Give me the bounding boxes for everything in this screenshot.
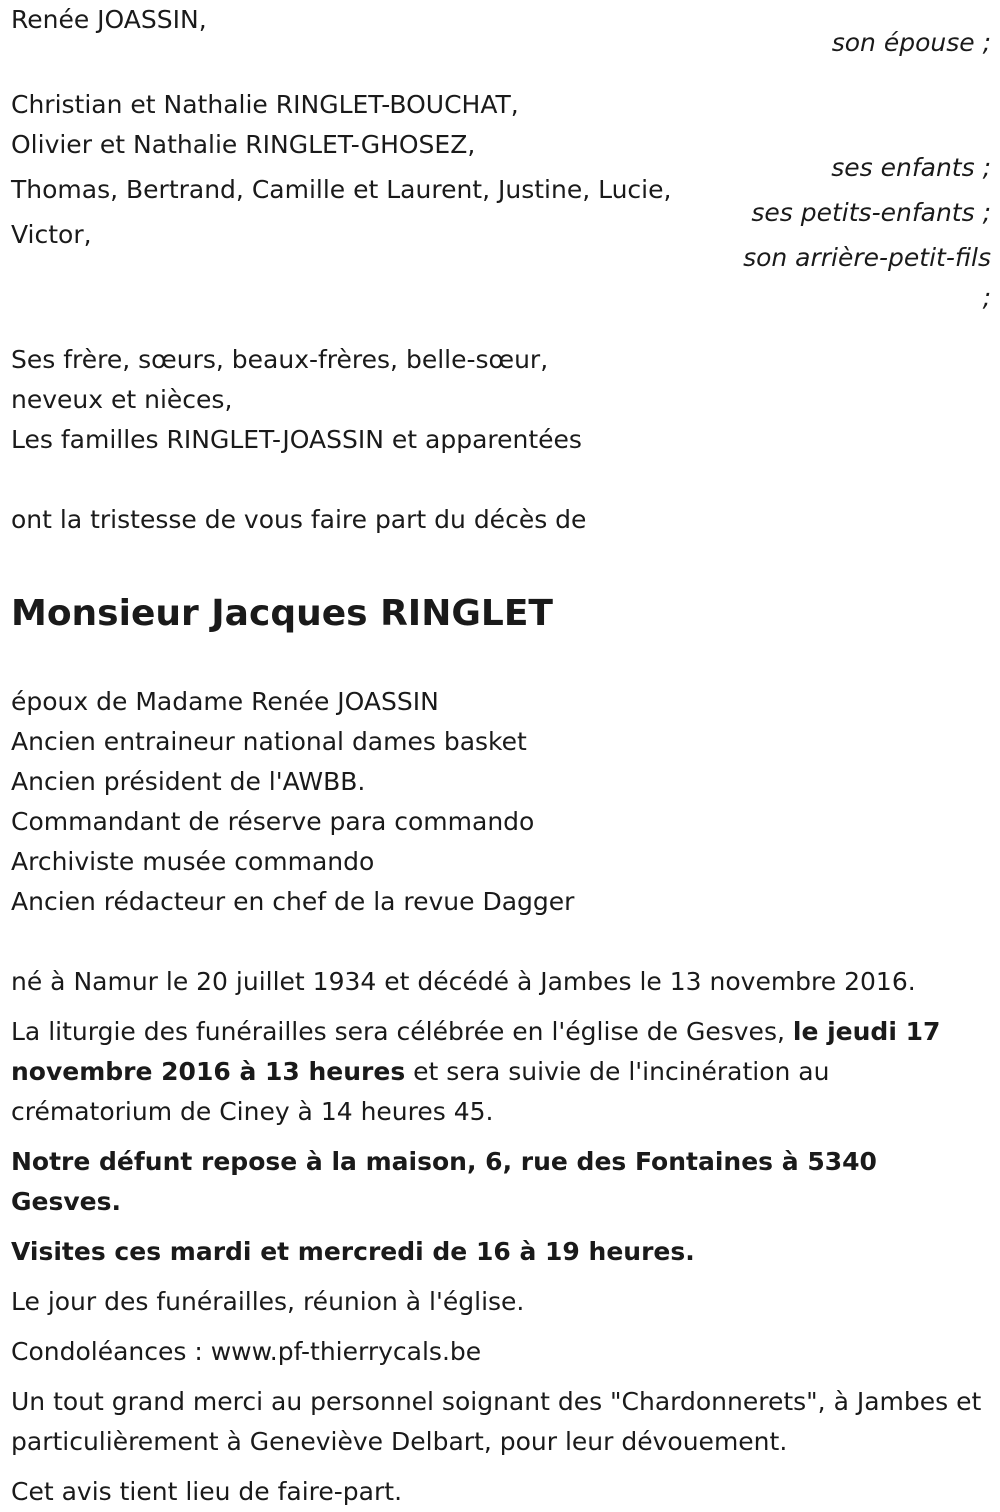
spouse-name: Renée JOASSIN, <box>11 5 207 34</box>
deceased-title: Ancien président de l'AWBB. <box>11 767 366 796</box>
great-grandchild-relation: son arrière-petit-fils <box>743 243 991 272</box>
extended-family-line-2: neveux et nièces, <box>11 385 233 414</box>
deceased-title: Ancien rédacteur en chef de la revue Dagger <box>11 887 575 916</box>
children-line-1: Christian et Nathalie RINGLET-BOUCHAT, <box>11 90 519 119</box>
life-dates-text: né à Namur le 20 juillet 1934 et décédé à Jambes le 13 novembre 2016. <box>11 967 916 996</box>
spouse-block <box>11 0 991 63</box>
spouse-relation: son épouse ; <box>831 28 991 57</box>
extended-family-line-3: Les familles RINGLET-JOASSIN et apparentées <box>11 425 582 454</box>
great-grandchild-relation-end: ; <box>982 283 991 312</box>
announcement-text: ont la tristesse de vous faire part du décès de <box>11 505 587 534</box>
deceased-title: Archiviste musée commando <box>11 847 375 876</box>
deceased-title: Ancien entraineur national dames basket <box>11 727 527 756</box>
deceased-name: Monsieur Jacques RINGLET <box>11 593 553 634</box>
gathering: Le jour des funérailles, réunion à l'église. <box>11 1287 525 1316</box>
extended-family-line-1: Ses frère, sœurs, beaux-frères, belle-sœur, <box>11 345 549 374</box>
grandchildren-names: Thomas, Bertrand, Camille et Laurent, Justine, Lucie, <box>11 175 672 204</box>
thanks: Un tout grand merci au personnel soignant des "Chardonnerets", à Jambes et particulièrement à Geneviève Delbart, pour leur dévouement. <box>11 1387 982 1456</box>
funeral-text-part-1: La liturgie des funérailles sera célébrée en l'église de Gesves, <box>11 1017 793 1046</box>
condolences: Condoléances : www.pf-thierrycals.be <box>11 1337 482 1366</box>
deceased-titles <box>11 682 991 922</box>
funeral-date-time: le jeudi 17 novembre 2016 à 13 heures <box>11 1017 941 1086</box>
life-dates <box>11 962 991 1002</box>
announcement-block <box>11 500 991 540</box>
funeral-paragraph <box>11 1012 991 1132</box>
grandchildren-relation: ses petits-enfants ; <box>751 198 991 227</box>
deceased-title: époux de Madame Renée JOASSIN <box>11 687 439 716</box>
extended-family-block <box>11 340 991 460</box>
rest-place: Notre défunt repose à la maison, 6, rue des Fontaines à 5340 Gesves. <box>11 1147 877 1216</box>
funeral-text-part-3: et sera suivie de l'incinération au crématorium de Ciney à 14 heures 45. <box>11 1057 830 1126</box>
closing-note: Cet avis tient lieu de faire-part. <box>11 1477 403 1506</box>
deceased-title: Commandant de réserve para commando <box>11 807 535 836</box>
great-grandchild-name: Victor, <box>11 220 92 249</box>
visits: Visites ces mardi et mercredi de 16 à 19 heures. <box>11 1237 695 1266</box>
children-line-2: Olivier et Nathalie RINGLET-GHOSEZ, <box>11 130 476 159</box>
children-relation: ses enfants ; <box>831 153 991 182</box>
